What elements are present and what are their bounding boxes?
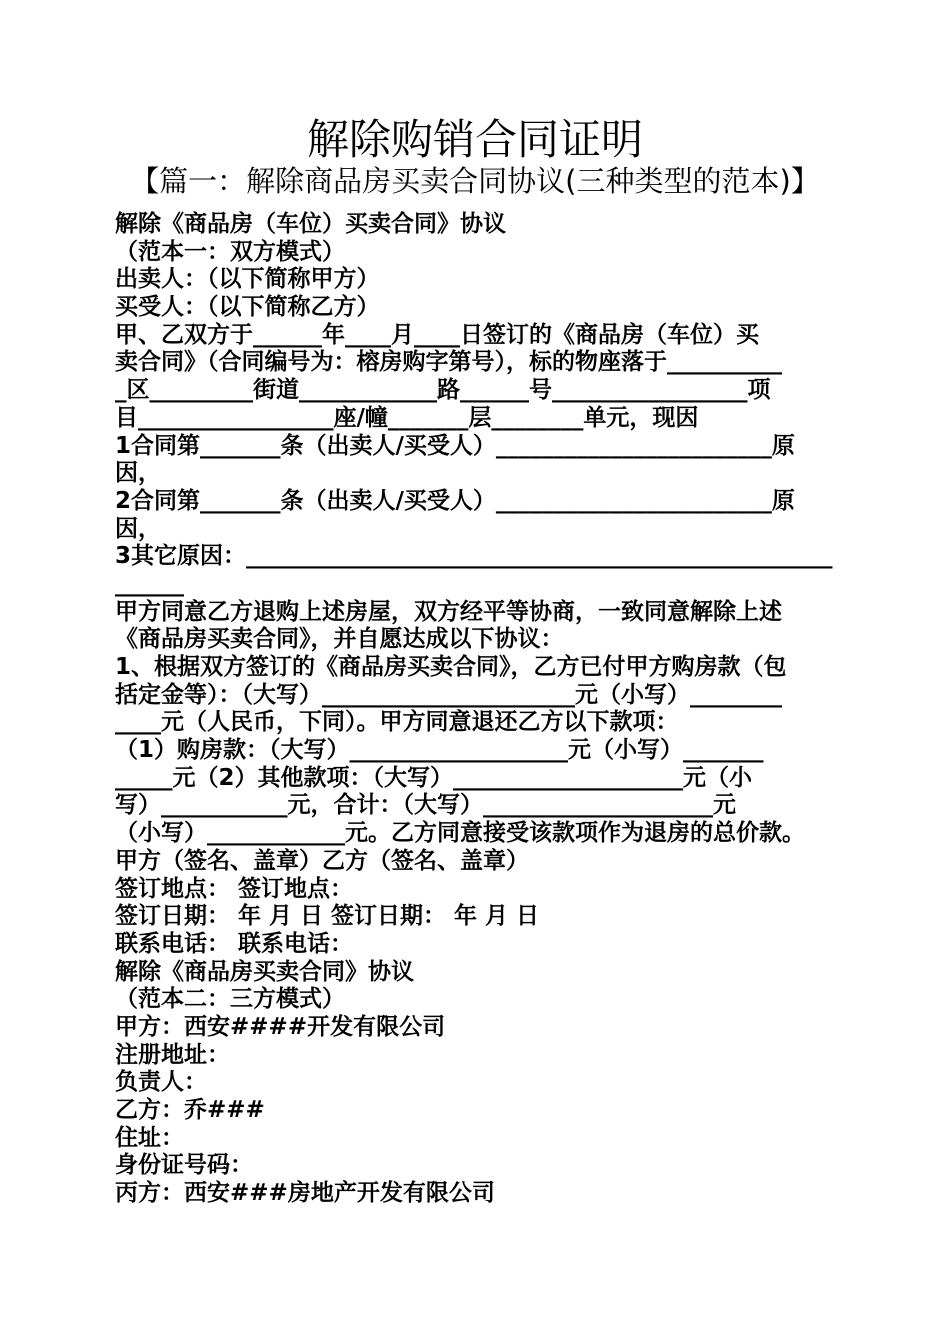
- document-title: 解除购销合同证明: [306, 115, 643, 164]
- seller-line: 出卖人：（以下简称甲方）: [115, 266, 380, 293]
- paragraph-line: 括定金等）：（大写）______________________元（小写）________: [115, 681, 782, 708]
- document-subtitle: 【篇一：解除商品房买卖合同协议(三种类型的范本)】: [130, 164, 820, 198]
- paragraph-line: 1、根据双方签订的《商品房买卖合同》，乙方已付甲方购房款（包: [115, 654, 787, 680]
- template-label: （范本一：双方模式）: [115, 238, 345, 265]
- party-b-line: 乙方：乔###: [115, 1097, 265, 1123]
- signing-date-line: 签订日期： 年 月 日 签订日期： 年 月 日: [115, 903, 540, 930]
- paragraph-line: （1）购房款：（大写）___________________元（小写）_______: [115, 737, 764, 764]
- registered-address-line: 注册地址：: [115, 1041, 230, 1068]
- contact-phone-line: 联系电话： 联系电话：: [115, 930, 354, 957]
- paragraph-line: _____元（2）其他款项：（大写）____________________元（小: [115, 764, 753, 791]
- reason-line: 因，: [115, 515, 161, 542]
- paragraph-line: 《商品房买卖合同》，并自愿达成以下协议：: [115, 626, 564, 653]
- paragraph-line: 卖合同》（合同编号为：榕房购字第号），标的物座落于__________: [115, 349, 782, 376]
- agreement-heading: 解除《商品房（车位）买卖合同》协议: [115, 211, 506, 237]
- paragraph-line: 目_________________座/幢_______层________单元，现因: [115, 404, 699, 431]
- buyer-line: 买受人：（以下简称乙方）: [115, 294, 380, 321]
- reason-line: 2合同第_______条（出卖人/买受人）________________________原: [115, 487, 795, 514]
- agreement-heading-2: 解除《商品房买卖合同》协议: [115, 958, 414, 985]
- paragraph-line: _区_________街道____________路______号_________________项: [115, 377, 771, 404]
- signature-line: 甲方（签名、盖章）乙方（签名、盖章）: [115, 847, 529, 874]
- id-number-line: 身份证号码：: [115, 1152, 253, 1179]
- paragraph-line: 甲、乙双方于______年____月____日签订的《商品房（车位）买: [115, 321, 759, 348]
- reason-line: ______: [115, 570, 184, 597]
- paragraph-line: 甲方同意乙方退购上述房屋，双方经平等协商，一致同意解除上述: [115, 598, 782, 625]
- party-c-line: 丙方：西安###房地产开发有限公司: [115, 1180, 495, 1207]
- document-body: [115, 211, 835, 1208]
- paragraph-line: ____元（人民币，下同）。甲方同意退还乙方以下款项：: [115, 709, 679, 736]
- reason-line: 3其它原因：___________________________________________________: [115, 543, 833, 570]
- signing-place-line: 签订地点： 签订地点：: [115, 875, 354, 902]
- reason-line: 因，: [115, 460, 161, 487]
- reason-line: 1合同第_______条（出卖人/买受人）________________________原: [115, 432, 795, 459]
- responsible-person-line: 负责人：: [115, 1069, 207, 1096]
- paragraph-line: （小写）____________元。乙方同意接受该款项作为退房的总价款。: [115, 820, 805, 847]
- party-a-line: 甲方：西安####开发有限公司: [115, 1013, 446, 1040]
- template-label-2: （范本二：三方模式）: [115, 986, 345, 1013]
- address-line: 住址：: [115, 1124, 184, 1151]
- paragraph-line: 写）___________元，合计：（大写）____________________元: [115, 792, 736, 819]
